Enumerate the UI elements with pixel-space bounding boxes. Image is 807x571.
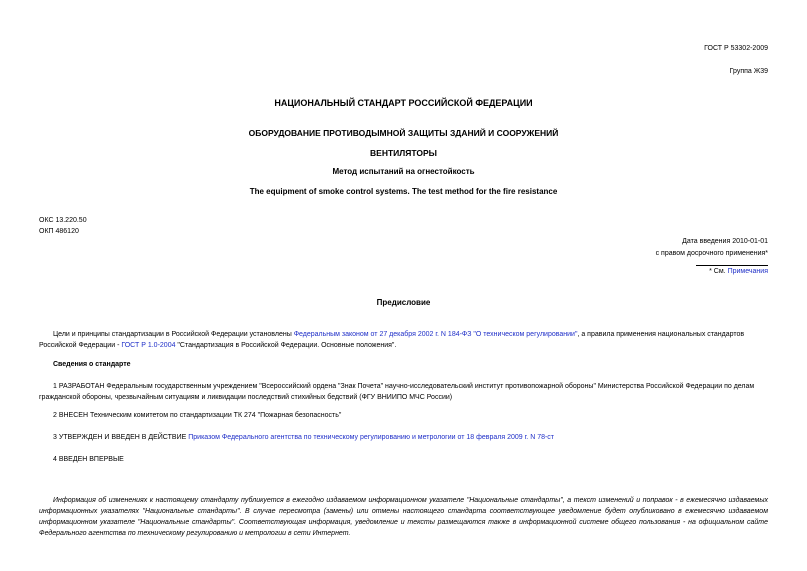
foreword-text-1: Цели и принципы стандартизации в Российской Федерации установлены: [53, 331, 294, 338]
footnote-divider: [696, 265, 768, 266]
notes-link[interactable]: Примечания: [727, 268, 768, 275]
foreword-heading: Предисловие: [376, 298, 431, 307]
info-item-1: 1 РАЗРАБОТАН Федеральным государственным учреждением "Всероссийский ордена "Знак Почета" научно-исследовательский институт противопожарной обороны" Министерства Российской Федерации по делам гражданской обороны, чрезвычайным ситуациям и ликвидации последствий стихийных бедствий (ФГУ ВНИИПО МЧС России): [39, 383, 755, 401]
standard-group: Группа Ж39: [729, 68, 768, 75]
info-item-2: 2 ВНЕСЕН Техническим комитетом по стандартизации ТК 274 "Пожарная безопасность": [53, 412, 342, 419]
info-item-4: 4 ВВЕДЕН ВПЕРВЫЕ: [53, 456, 124, 463]
info-item-3-text: 3 УТВЕРЖДЕН И ВВЕДЕН В ДЕЙСТВИЕ: [53, 434, 189, 441]
early-application-note: с правом досрочного применения*: [655, 250, 768, 257]
foreword-text-2: , а правила применения национальных стандартов Российской Федерации -: [39, 331, 745, 349]
equipment-title: ОБОРУДОВАНИЕ ПРОТИВОДЫМНОЙ ЗАЩИТЫ ЗДАНИЙ И СООРУЖЕНИЙ: [248, 128, 559, 138]
english-title: The equipment of smoke control systems. The test method for the fire resistance: [249, 187, 558, 196]
footnote-prefix: * См.: [709, 268, 728, 275]
method-title: Метод испытаний на огнестойкость: [332, 167, 475, 176]
gost-link[interactable]: ГОСТ Р 1.0-2004: [121, 342, 176, 349]
standard-code: ГОСТ Р 53302-2009: [704, 45, 768, 52]
order-link[interactable]: Приказом Федерального агентства по техническому регулированию и метрологии от 18 февраля 2009 г. N 78-ст: [188, 434, 555, 441]
national-standard-title: НАЦИОНАЛЬНЫЙ СТАНДАРТ РОССИЙСКОЙ ФЕДЕРАЦИИ: [274, 98, 533, 108]
standard-info-heading: Сведения о стандарте: [53, 361, 131, 368]
foreword-paragraph: [39, 329, 768, 351]
info-item-3: [39, 432, 768, 443]
federal-law-link[interactable]: Федеральным законом от 27 декабря 2002 г. N 184-ФЗ "О техническом регулировании": [293, 331, 578, 338]
footnote: [709, 268, 768, 275]
introduction-date: Дата введения 2010-01-01: [682, 238, 768, 245]
foreword-text-3: "Стандартизация в Российской Федерации. Основные положения".: [175, 342, 397, 349]
oks-code: ОКС 13.220.50: [39, 217, 87, 224]
fans-title: ВЕНТИЛЯТОРЫ: [370, 148, 437, 158]
okp-code: ОКП 486120: [39, 228, 79, 235]
change-information-notice: Информация об изменениях к настоящему стандарту публикуется в ежегодно издаваемом информационном указателе "Национальные стандарты", а текст изменений и поправок - в ежемесячно издаваемых информационных указателях "Национальные стандарты". В случае пересмотра (замены) или отмены настоящего стандарта соответствующее уведомление будет опубликовано в ежемесячно издаваемом информационном указателе "Национальные стандарты". Соответствующая информация, уведомление и тексты размещаются также в информационной системе общего пользования - на официальном сайте Федерального агентства по техническому регулированию и метрологии в сети Интернет.: [39, 497, 768, 537]
